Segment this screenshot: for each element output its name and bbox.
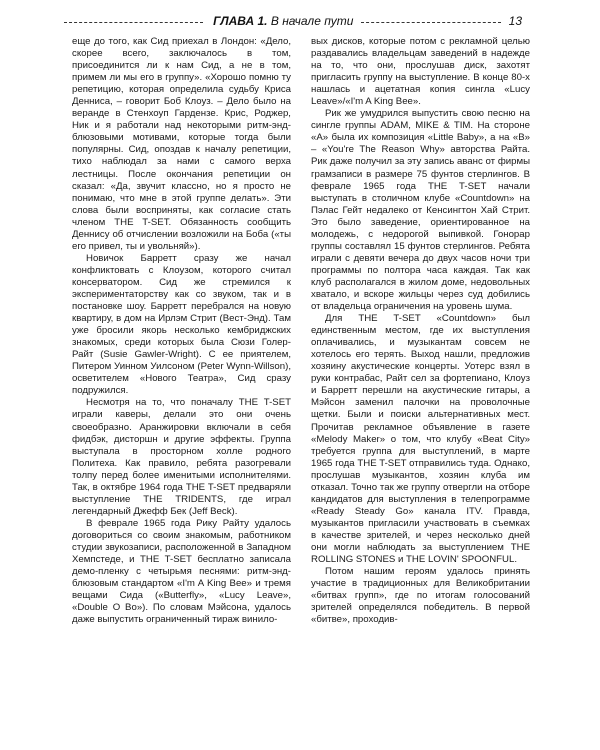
header-rule-right <box>361 22 500 23</box>
paragraph: Новичок Барретт сразу же начал конфликтовать с Клоузом, которого считал консерватором. Сид же стремился к экспериментаторству как со звуком, так и в постановке шоу. Барретт перебрался на новую квартиру, в дом на Ирлэм Стрит (Вест-Энд). Там уже бросили якорь несколько кембриджских знакомых, среди которых была Сюзи Голер-Райт (Susie Gawler-Wright). С ее приятелем, Питером Уинном Уилсоном (Peter Wynn-Willson), осветителем «Нового Театра», Сид сразу подружился. <box>72 252 291 397</box>
paragraph: Рик же умудрился выпустить свою песню на сингле группы ADAM, MIKE & TIM. На стороне «А» была их композиция «Little Baby», а на «В» – «You're The Reason Why» авторства Райта. Рик даже получил за эту запись аванс от фирмы грамзаписи в размере 75 фунтов стерлингов. В феврале 1965 года THE T-SET начали выступать в столичном клубе «Countdown» на Пэлас Гейт недалеко от Кенсингтон Хай Стрит. Это было заведение, ориентированное на молодежь, с недорогой выпивкой. Гонорар группы составлял 15 фунтов стерлингов. Ребята играли с девяти вечера до двух часов ночи три программы по полтора часа каждая. Так как клуб располагался в жилом доме, недовольных хватало, и вскоре жильцы через суд добились от владельца ограничения на уровень шума. <box>311 108 530 313</box>
right-column <box>311 36 530 626</box>
paragraph: В феврале 1965 года Рику Райту удалось договориться со своим знакомым, работником студии звукозаписи, расположенной в Западном Хемпстеде, и THE T-SET бесплатно записала демо-пленку с четырьмя песнями: ритм-энд-блюзовым стандартом «I'm A King Bee» и тремя вещами Сида («Butterfly», «Lucy Leave», «Double O Bo»). По словам Мэйсона, удалось даже выпустить ограниченный тираж винило- <box>72 517 291 626</box>
paragraph: вых дисков, которые потом с рекламной целью раздавались владельцам заведений в надежде на то, что они, прослушав диск, захотят пригласить группу на выступление. В конце 80-х нашлась и ацетатная копия сингла «Lucy Leave»/«I'm A King Bee». <box>311 36 530 108</box>
left-column <box>72 36 291 626</box>
paragraph: Для THE T-SET «Countdown» был единственным местом, где их выступления оплачивались, и музыкантам совсем не хотелось его терять. Выход нашли, предложив хозяину акустические концерты. Уотерс взял в руки контрабас, Райт сел за фортепиано, Клоуз и Барретт перешли на акустические гитары, а Мэйсон заменил палочки на проволочные щетки. Были и поиски альтернативных мест. Прочитав рекламное объявление в газете «Melody Maker» о том, что клубу «Beat City» требуется группа для выступлений, в марте 1965 года THE T-SET отправились туда. Однако, прослушав музыкантов, хозяин клуба им отказал. Точно так же группу отвергли на отборе кандидатов для выступления в телепрограмме «Ready Steady Go» канала ITV. Правда, музыкантов пригласили участвовать в съемках в качестве зрителей, и через несколько дней они могли наблюдать за выступлением THE ROLLING STONES и THE LOVIN' SPOONFUL. <box>311 313 530 566</box>
chapter-title: В начале пути <box>270 14 354 28</box>
paragraph: Потом нашим героям удалось принять участие в традиционных для Великобритании «битвах групп», где по итогам голосований зрителей определялся победитель. В первой «битве», проходив- <box>311 566 530 626</box>
paragraph: еще до того, как Сид приехал в Лондон: «Дело, скорее всего, заключалось в том, присоединится ли к нам Сид, а не в том, примем ли мы его в группу». «Хорошо помню ту репетицию, которая определила судьбу Криса Денниса, – говорит Боб Клоуз. – Дело было на веранде в Стенхоуп Гардензе. Крис, Роджер, Ник и я работали над некоторыми ритм-энд-блюзовыми мотивами, которые тогда были популярны. Сид, опоздав к началу репетиции, тихо наблюдал за нами с самого верха лестницы. После окончания репетиции он сказал: «Да, звучит классно, но я просто не понимаю, что мне в этой группе делать». Эти слова были восприняты, как согласие стать членом THE T-SET. Обязанность сообщить Деннису об отчислении возложили на Боба («ты его привел, ты и увольняй»). <box>72 36 291 252</box>
chapter-heading <box>213 14 353 28</box>
paragraph: Несмотря на то, что поначалу THE T-SET играли каверы, делали это они очень своеобразно. Аранжировки включали в себя фидбэк, дисторшн и другие эффекты. Группа выступала в просторном холле родного Политеха. Как правило, ребята разогревали толпу перед более именитыми исполнителями. Так, в октябре 1964 года THE T-SET предваряли выступление THE TRIDENTS, где играл легендарный Джефф Бек (Jeff Beck). <box>72 397 291 517</box>
running-header <box>64 10 522 32</box>
header-rule-left <box>64 22 203 23</box>
page-number: 13 <box>508 14 523 28</box>
chapter-label: ГЛАВА 1. <box>213 14 268 28</box>
